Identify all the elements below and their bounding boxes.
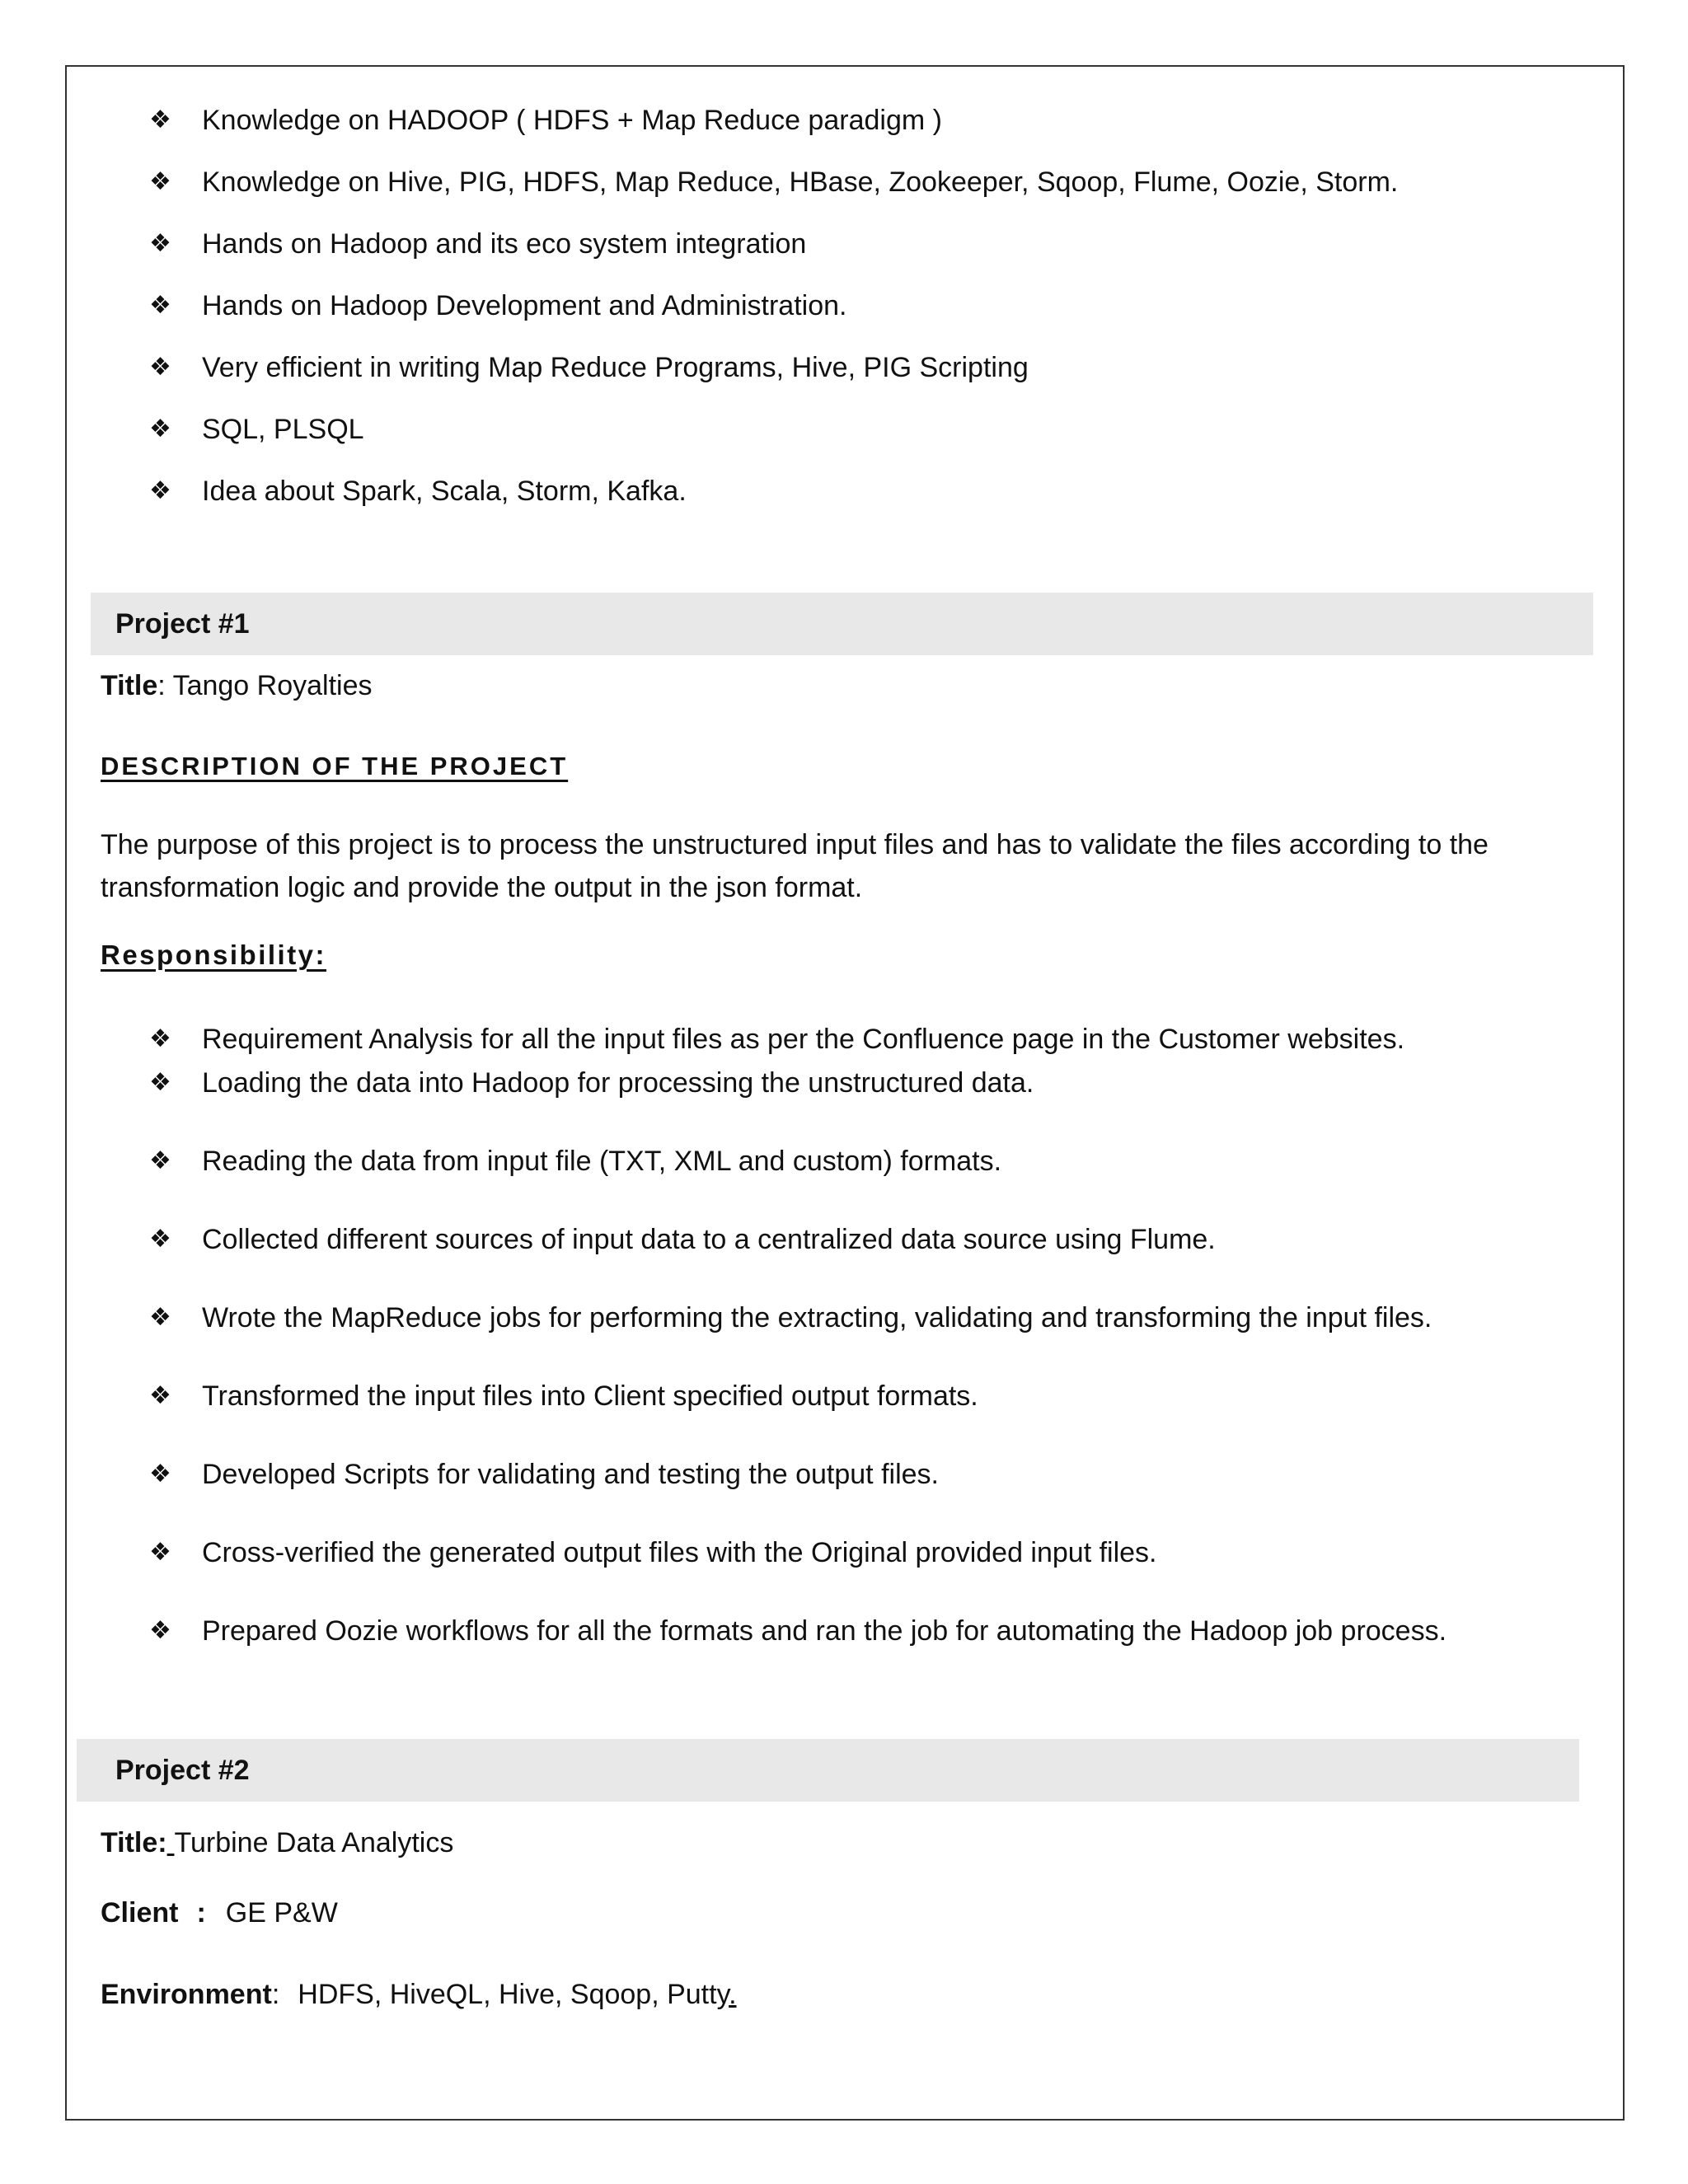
project-description: The purpose of this project is to process the unstructured input files and has to validate the files according to the transformation logic and provide the output in the json format. xyxy=(101,829,1489,903)
project1-title-value: Tango Royalties xyxy=(172,670,373,701)
project2-title xyxy=(101,1826,453,1859)
project1-title-separator: : xyxy=(157,670,173,701)
project2-title-label: Title: xyxy=(101,1827,167,1858)
responsibility-text: Reading the data from input file (TXT, XML and custom) formats. xyxy=(202,1146,1002,1177)
skill-text: Very efficient in writing Map Reduce Programs, Hive, PIG Scripting xyxy=(202,352,1029,383)
project1-title xyxy=(101,669,372,702)
responsibility-text: Loading the data into Hadoop for processing the unstructured data. xyxy=(202,1067,1034,1099)
diamond-bullet-icon: ❖ xyxy=(149,1146,171,1175)
skill-text: Idea about Spark, Scala, Storm, Kafka. xyxy=(202,476,687,507)
diamond-bullet-icon: ❖ xyxy=(149,1381,171,1410)
project2-header: Project #2 xyxy=(115,1755,250,1786)
diamond-bullet-icon: ❖ xyxy=(149,291,171,320)
responsibility-text: Transformed the input files into Client specified output formats. xyxy=(202,1380,978,1412)
description-heading: DESCRIPTION OF THE PROJECT xyxy=(101,752,569,780)
responsibility-text: Requirement Analysis for all the input files as per the Confluence page in the Customer websites. xyxy=(202,1024,1405,1055)
project2-title-value: Turbine Data Analytics xyxy=(174,1827,454,1858)
project2-client xyxy=(101,1896,338,1929)
environment-value: HDFS, HiveQL, Hive, Sqoop, Putty xyxy=(298,1979,729,2010)
diamond-bullet-icon: ❖ xyxy=(149,229,171,258)
responsibility-text: Developed Scripts for validating and testing the output files. xyxy=(202,1459,939,1490)
client-separator: : xyxy=(196,1897,206,1929)
responsibility-text: Prepared Oozie workflows for all the formats and ran the job for automating the Hadoop job process. xyxy=(202,1615,1447,1647)
project2-environment xyxy=(101,1978,737,2011)
skill-text: Knowledge on Hive, PIG, HDFS, Map Reduce, HBase, Zookeeper, Sqoop, Flume, Oozie, Storm. xyxy=(202,166,1399,198)
skill-text: Hands on Hadoop Development and Administration. xyxy=(202,290,847,321)
environment-label: Environment xyxy=(101,1979,272,2010)
responsibility-heading: Responsibility: xyxy=(101,940,327,970)
responsibility-text: Collected different sources of input data to a centralized data source using Flume. xyxy=(202,1224,1216,1255)
project2-header-bar xyxy=(77,1739,1579,1802)
responsibility-text: Wrote the MapReduce jobs for performing the extracting, validating and transforming the input files. xyxy=(202,1302,1432,1333)
diamond-bullet-icon: ❖ xyxy=(149,1303,171,1332)
client-value: GE P&W xyxy=(225,1897,338,1929)
project1-header-bar xyxy=(91,593,1593,655)
environment-end: . xyxy=(729,1979,737,2010)
skill-text: SQL, PLSQL xyxy=(202,414,364,445)
skill-text: Knowledge on HADOOP ( HDFS + Map Reduce paradigm ) xyxy=(202,105,942,136)
project1-header: Project #1 xyxy=(115,608,250,640)
client-label: Client xyxy=(101,1897,179,1929)
diamond-bullet-icon: ❖ xyxy=(149,1616,171,1645)
environment-separator: : xyxy=(271,1979,280,2010)
diamond-bullet-icon: ❖ xyxy=(149,476,171,505)
diamond-bullet-icon: ❖ xyxy=(149,1460,171,1488)
diamond-bullet-icon: ❖ xyxy=(149,1024,171,1053)
diamond-bullet-icon: ❖ xyxy=(149,1068,171,1097)
diamond-bullet-icon: ❖ xyxy=(149,1538,171,1567)
skill-text: Hands on Hadoop and its eco system integration xyxy=(202,228,807,260)
diamond-bullet-icon: ❖ xyxy=(149,167,171,196)
diamond-bullet-icon: ❖ xyxy=(149,1225,171,1254)
responsibility-text: Cross-verified the generated output files with the Original provided input files. xyxy=(202,1537,1157,1568)
diamond-bullet-icon: ❖ xyxy=(149,105,171,134)
diamond-bullet-icon: ❖ xyxy=(149,415,171,443)
project1-title-label: Title xyxy=(101,670,158,701)
page-frame xyxy=(65,65,1625,2121)
diamond-bullet-icon: ❖ xyxy=(149,353,171,382)
